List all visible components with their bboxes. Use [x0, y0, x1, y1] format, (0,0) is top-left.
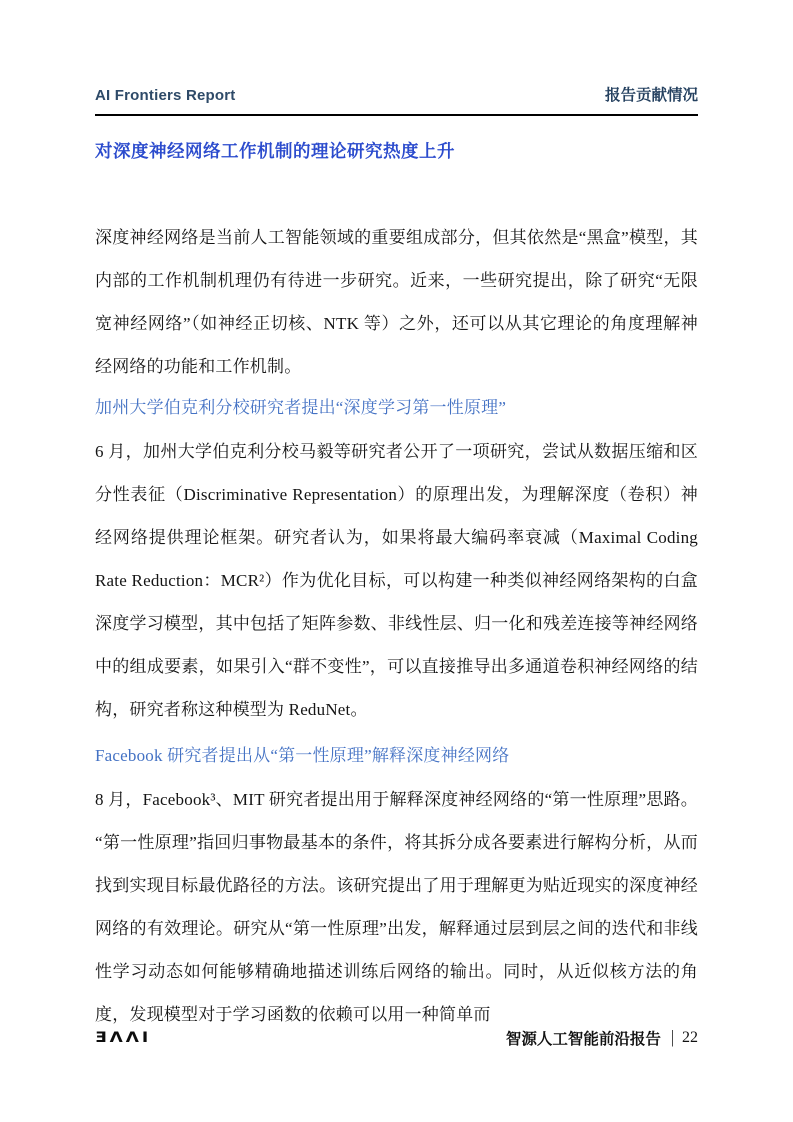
footer-report-title: 智源人工智能前沿报告: [505, 1031, 661, 1048]
footer-right: [506, 1027, 698, 1049]
page-header: [95, 83, 698, 116]
header-report-name: AI Frontiers Report: [95, 87, 236, 104]
section-heading-berkeley: 加州大学伯克利分校研究者提出“深度学习第一性原理”: [95, 398, 507, 417]
baai-logo: ƎΛΛI: [95, 1029, 152, 1047]
footer-divider: |: [670, 1027, 674, 1048]
footer-page-number: 22: [682, 1029, 698, 1046]
header-chapter-label: 报告贡献情况: [604, 87, 698, 104]
intro-paragraph: 深度神经网络是当前人工智能领域的重要组成部分，但其依然是“黑盒”模型，其内部的工作机制机理仍有待进一步研究。近来，一些研究提出，除了研究“无限宽神经网络”（如神经正切核、NTK 等）之外，还可以从其它理论的角度理解神经网络的功能和工作机制。: [95, 228, 698, 376]
section-paragraph-berkeley: 6 月，加州大学伯克利分校马毅等研究者公开了一项研究，尝试从数据压缩和区分性表征（Discriminative Representation）的原理出发，为理解深度（卷积）神经网络提供理论框架。研究者认为，如果将最大编码率衰减（Maximal Coding Rate Reduction：MCR²）作为优化目标，可以构建一种类似神经网络架构的白盒深度学习模型，其中包括了矩阵参数、非线性层、归一化和残差连接等神经网络中的组成要素，如果引入“群不变性”，可以直接推导出多通道卷积神经网络的结构，研究者称这种模型为 ReduNet。: [95, 442, 698, 719]
page-footer: [95, 1024, 698, 1052]
section-heading-facebook: Facebook 研究者提出从“第一性原理”解释深度神经网络: [95, 746, 510, 765]
page-title: 对深度神经网络工作机制的理论研究热度上升: [95, 141, 455, 161]
section-paragraph-facebook: 8 月，Facebook³、MIT 研究者提出用于解释深度神经网络的“第一性原理”思路。“第一性原理”指回归事物最基本的条件，将其拆分成各要素进行解构分析，从而找到实现目标最优路径的方法。该研究提出了用于理解更为贴近现实的深度神经网络的有效理论。研究从“第一性原理”出发，解释通过层到层之间的迭代和非线性学习动态如何能够精确地描述训练后网络的输出。同时，从近似核方法的角度，发现模型对于学习函数的依赖可以用一种简单而: [95, 790, 698, 1024]
